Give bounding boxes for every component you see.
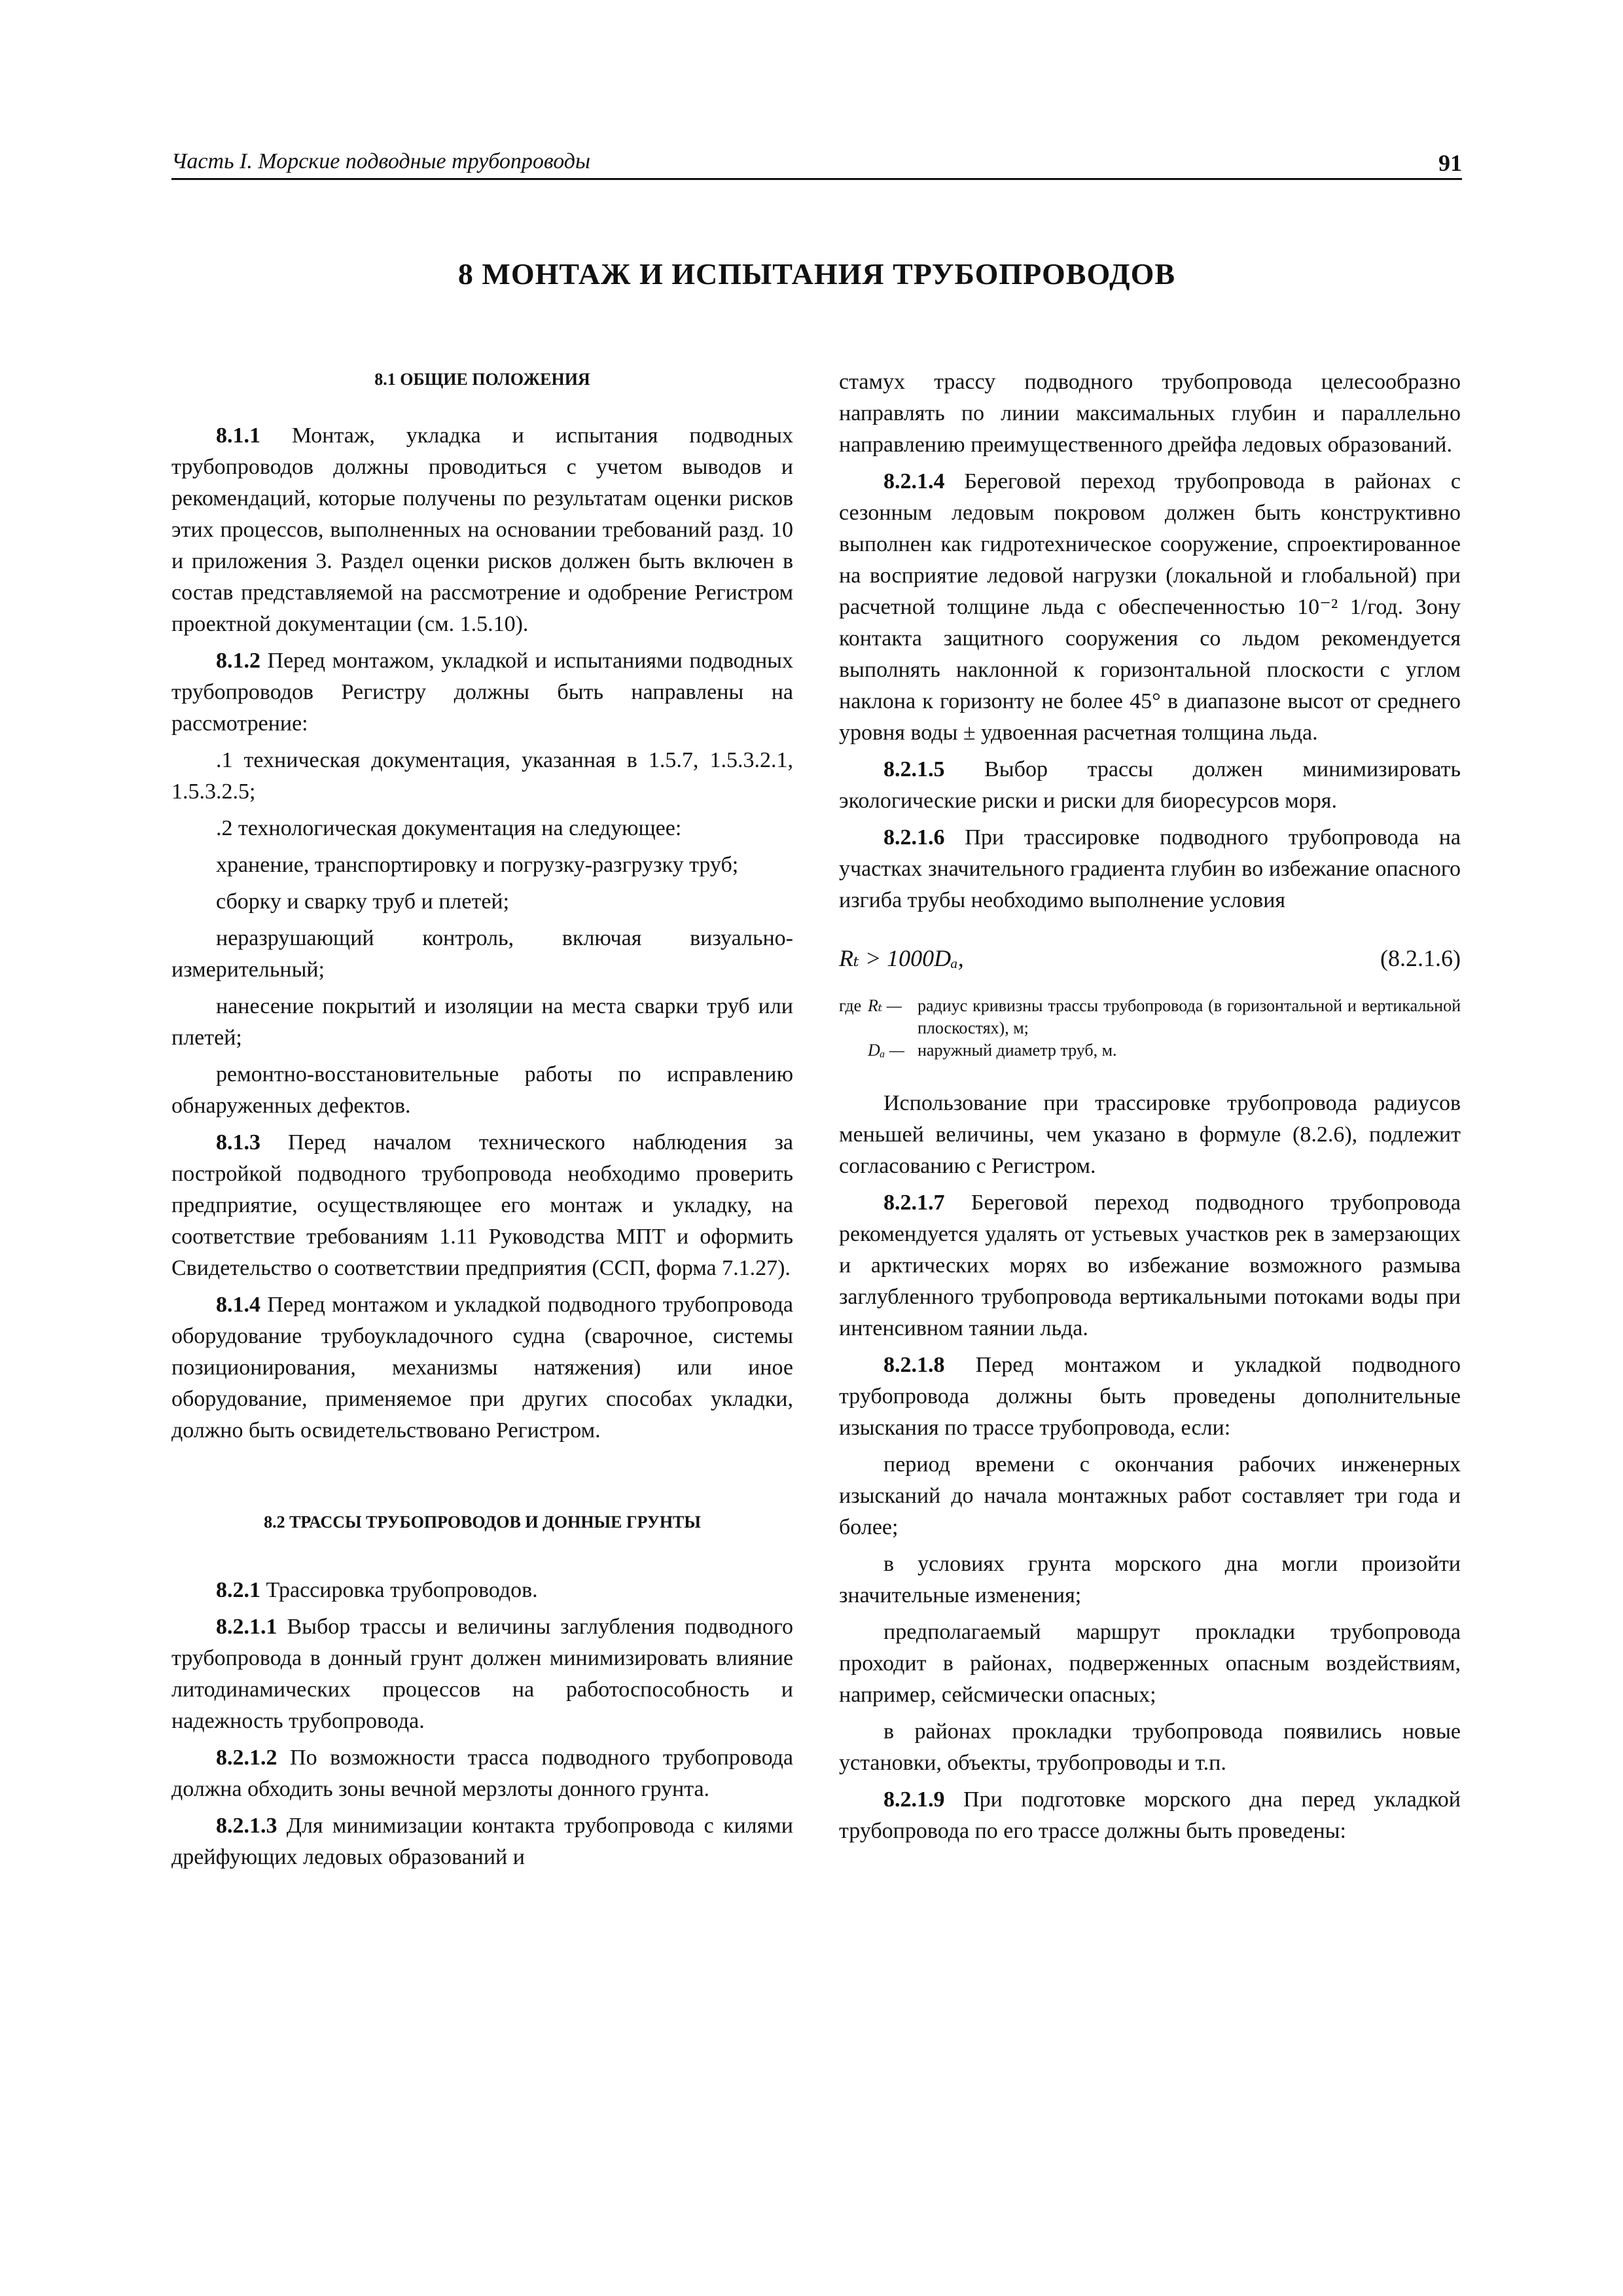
clause-text: Для минимизации контакта трубопровода с килями дрейфующих ледовых образований и: [171, 1814, 793, 1869]
formula-8-2-1-6: [839, 936, 1461, 982]
clause-text: Выбор трассы должен минимизировать экологические риски и риски для биоресурсов моря.: [839, 757, 1461, 813]
paragraph-8-2-1-8: [839, 1350, 1461, 1444]
paragraph-8-2-1-4: [839, 466, 1461, 749]
header-rule: [171, 178, 1462, 180]
paragraph-8-2-1-3-continued: стамух трассу подводного трубопровода целесообразно направлять по линии максимальных глубин и параллельно направлению преимущественного дрейфа ледовых образований.: [839, 370, 1461, 457]
paragraph-8-2-1-6: [839, 822, 1461, 916]
clause-text: При трассировке подводного трубопровода на участках значительного градиента глубин во избежание опасного изгиба трубы необходимо выполнение условия: [839, 825, 1461, 912]
chapter-title: 8 МОНТАЖ И ИСПЫТАНИЯ ТРУБОПРОВОДОВ: [457, 257, 1176, 291]
list-item: период времени с окончания рабочих инженерных изысканий до начала монтажных работ составляет три года и более;: [839, 1452, 1461, 1539]
section-heading-8-1: 8.1 ОБЩИЕ ПОЛОЖЕНИЯ: [374, 370, 590, 389]
page-number: 91: [1438, 150, 1462, 176]
running-header-title: Часть I. Морские подводные трубопроводы: [171, 149, 591, 173]
legend-description: радиус кривизны трассы трубопровода (в горизонтальной и вертикальной плоскостях), м;: [918, 996, 1461, 1037]
clause-text: Перед монтажом, укладкой и испытаниями подводных трубопроводов Регистру должны быть направлены на рассмотрение:: [171, 649, 793, 736]
paragraph-8-2-1-2: [171, 1742, 793, 1805]
legend-symbol: Dₐ —: [868, 1041, 904, 1060]
clause-text: Береговой переход трубопровода в районах с сезонным ледовым покровом должен быть конструктивно выполнен как гидротехническое сооружение, спроектированное на восприятие ледовой нагрузки (локальной и глобальной) при расчетной толщине льда с обеспеченностью 10⁻² 1/год. Зону контакта защитного сооружения со льдом рекомендуется выполнять наклонной к горизонтальной плоскости с углом наклона к горизонту не более 45° в диапазоне высот от среднего уровня воды ± удвоенная расчетная толщина льда.: [839, 469, 1461, 745]
clause-number: 8.1.1: [216, 423, 260, 448]
list-item: неразрушающий контроль, включая визуально-измерительный;: [171, 926, 793, 982]
paragraph-8-1-4: [171, 1289, 793, 1446]
clause-number: 8.2.1.8: [883, 1353, 945, 1377]
clause-number: 8.2.1.6: [883, 825, 945, 850]
paragraph-8-1-2: [171, 645, 793, 740]
clause-text: Перед монтажом и укладкой подводного трубопровода оборудование трубоукладочного судна (сварочное, системы позиционирования, механизмы натяжения) или иное оборудование, применяемое при других способах укладки, должно быть освидетельствовано Регистром.: [171, 1293, 793, 1443]
list-item: в районах прокладки трубопровода появились новые установки, объекты, трубопроводы и т.п.: [839, 1719, 1461, 1775]
legend-row-rt: [839, 995, 1461, 1039]
formula-number: (8.2.1.6): [1380, 945, 1461, 971]
clause-text: Береговой переход подводного трубопровода рекомендуется удалять от устьевых участков рек в замерзающих и арктических морях во избежание возможного размыва заглубленного трубопровода вертикальными потоками воды при интенсивном таянии льда.: [839, 1191, 1461, 1340]
clause-number: 8.1.4: [216, 1293, 260, 1317]
legend-description: наружный диаметр труб, м.: [918, 1041, 1117, 1060]
legend-label: где: [839, 996, 862, 1015]
left-column: [171, 367, 793, 1878]
list-item: хранение, транспортировку и погрузку-разгрузку труб;: [216, 853, 739, 877]
clause-number: 8.2.1: [216, 1578, 260, 1602]
formula-legend: [839, 995, 1461, 1062]
clause-number: 8.2.1.5: [883, 757, 945, 781]
clause-number: 8.2.1.4: [883, 469, 945, 493]
clause-text: Монтаж, укладка и испытания подводных трубопроводов должны проводиться с учетом выводов и рекомендаций, которые получены по результатам оценки рисков этих процессов, выполненных на основании требований разд. 10 и приложения 3. Раздел оценки рисков должен быть включен в состав представляемой на рассмотрение и одобрение Регистром проектной документации (см. 1.5.10).: [171, 423, 793, 636]
paragraph-usage-note: Использование при трассировке трубопровода радиусов меньшей величины, чем указано в формуле (8.2.6), подлежит согласованию с Регистром.: [839, 1091, 1461, 1178]
clause-number: 8.2.1.3: [216, 1814, 277, 1838]
clause-text: По возможности трасса подводного трубопровода должна обходить зоны вечной мерзлоты донного грунта.: [171, 1746, 793, 1801]
right-column: [839, 367, 1461, 1852]
paragraph-8-2-1-3: [171, 1810, 793, 1873]
paragraph-8-1-1: [171, 420, 793, 640]
clause-text: Трассировка трубопроводов.: [260, 1578, 538, 1602]
paragraph-8-2-1-7: [839, 1187, 1461, 1344]
paragraph-8-2-1: [171, 1575, 793, 1606]
section-heading-8-2: 8.2 ТРАССЫ ТРУБОПРОВОДОВ И ДОННЫЕ ГРУНТЫ: [264, 1513, 701, 1532]
formula-expression: Rₜ > 1000Dₐ,: [839, 945, 964, 971]
clause-text: При подготовке морского дна перед укладкой трубопровода по его трассе должны быть проведены:: [839, 1787, 1461, 1843]
running-header: [171, 149, 1462, 179]
clause-number: 8.2.1.9: [883, 1787, 945, 1812]
legend-row-da: [839, 1039, 1461, 1062]
list-item: сборку и сварку труб и плетей;: [216, 889, 510, 914]
list-item: .1 техническая документация, указанная в 1.5.7, 1.5.3.2.1, 1.5.3.2.5;: [171, 748, 793, 804]
clause-number: 8.1.3: [216, 1130, 260, 1155]
clause-text: Перед началом технического наблюдения за постройкой подводного трубопровода необходимо проверить предприятие, осуществляющее его монтаж и укладку, на соответствие требованиям 1.11 Руководства МПТ и оформить Свидетельство о соответствии предприятия (ССП, форма 7.1.27).: [171, 1130, 793, 1280]
list-item: предполагаемый маршрут прокладки трубопровода проходит в районах, подверженных опасным воздействиям, например, сейсмически опасных;: [839, 1620, 1461, 1707]
list-item: в условиях грунта морского дна могли произойти значительные изменения;: [839, 1552, 1461, 1607]
list-item: ремонтно-восстановительные работы по исправлению обнаруженных дефектов.: [171, 1062, 793, 1118]
paragraph-8-1-3: [171, 1127, 793, 1284]
clause-number: 8.2.1.7: [883, 1191, 945, 1215]
clause-number: 8.2.1.1: [216, 1615, 277, 1639]
list-item: .2 технологическая документация на следующее:: [216, 816, 682, 840]
paragraph-8-2-1-5: [839, 754, 1461, 817]
legend-symbol: Rₜ —: [868, 996, 902, 1015]
clause-text: Перед монтажом и укладкой подводного трубопровода должны быть проведены дополнительные изыскания по трассе трубопровода, если:: [839, 1353, 1461, 1440]
clause-number: 8.2.1.2: [216, 1746, 277, 1770]
clause-text: Выбор трассы и величины заглубления подводного трубопровода в донный грунт должен минимизировать влияние литодинамических процессов на работоспособность и надежность трубопровода.: [171, 1615, 793, 1733]
paragraph-8-2-1-1: [171, 1611, 793, 1737]
list-item: нанесение покрытий и изоляции на места сварки труб или плетей;: [171, 994, 793, 1050]
paragraph-8-2-1-9: [839, 1784, 1461, 1847]
clause-number: 8.1.2: [216, 649, 260, 673]
